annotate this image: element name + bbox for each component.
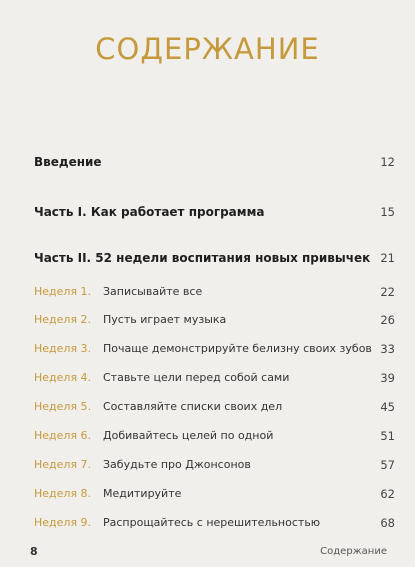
toc-page-number: 26: [380, 313, 395, 327]
week-label: Неделя 6.: [34, 429, 92, 442]
week-label: Неделя 4.: [34, 371, 92, 384]
week-label: Неделя 3.: [34, 342, 92, 355]
footer-page-number: 8: [30, 545, 38, 558]
toc-week-1[interactable]: [34, 285, 395, 307]
toc-part-2[interactable]: [34, 251, 395, 273]
toc-week-8[interactable]: [34, 487, 395, 509]
toc-page-number: 33: [380, 342, 395, 356]
toc-page-number: 12: [380, 155, 395, 169]
week-label: Неделя 7.: [34, 458, 92, 471]
toc-page-number: 39: [380, 371, 395, 385]
toc-part-1[interactable]: [34, 205, 395, 227]
toc-part-label: Часть II. 52 недели воспитания новых привычек: [34, 251, 371, 265]
toc-page-number: 57: [380, 458, 395, 472]
toc-week-6[interactable]: [34, 429, 395, 451]
page-title: СОДЕРЖАНИЕ: [95, 32, 320, 66]
toc-page-number: 45: [380, 400, 395, 414]
week-title: Записывайте все: [103, 285, 203, 298]
week-label: Неделя 8.: [34, 487, 92, 500]
toc-part-intro[interactable]: [34, 155, 395, 177]
toc-week-9[interactable]: [34, 516, 395, 538]
week-label: Неделя 1.: [34, 285, 92, 298]
week-title: Почаще демонстрируйте белизну своих зубов: [103, 342, 372, 355]
toc-page-number: 22: [380, 285, 395, 299]
week-title: Забудьте про Джонсонов: [103, 458, 251, 471]
toc-part-label: Часть I. Как работает программа: [34, 205, 265, 219]
toc-week-4[interactable]: [34, 371, 395, 393]
toc-week-3[interactable]: [34, 342, 395, 364]
toc-page-number: 51: [380, 429, 395, 443]
week-title: Ставьте цели перед собой сами: [103, 371, 290, 384]
toc-week-2[interactable]: [34, 313, 395, 335]
footer-section-name: Содержание: [320, 546, 387, 557]
toc-page-number: 15: [380, 205, 395, 219]
week-label: Неделя 9.: [34, 516, 92, 529]
week-label: Неделя 2.: [34, 313, 92, 326]
week-title: Составляйте списки своих дел: [103, 400, 283, 413]
week-label: Неделя 5.: [34, 400, 92, 413]
toc-part-label: Введение: [34, 155, 102, 169]
week-title: Пусть играет музыка: [103, 313, 227, 326]
week-title: Распрощайтесь с нерешительностью: [103, 516, 321, 529]
toc-week-7[interactable]: [34, 458, 395, 480]
toc-page-number: 68: [380, 516, 395, 530]
toc-page-number: 21: [380, 251, 395, 265]
week-title: Добивайтесь целей по одной: [103, 429, 274, 442]
toc-page-number: 62: [380, 487, 395, 501]
toc-week-5[interactable]: [34, 400, 395, 422]
week-title: Медитируйте: [103, 487, 182, 500]
